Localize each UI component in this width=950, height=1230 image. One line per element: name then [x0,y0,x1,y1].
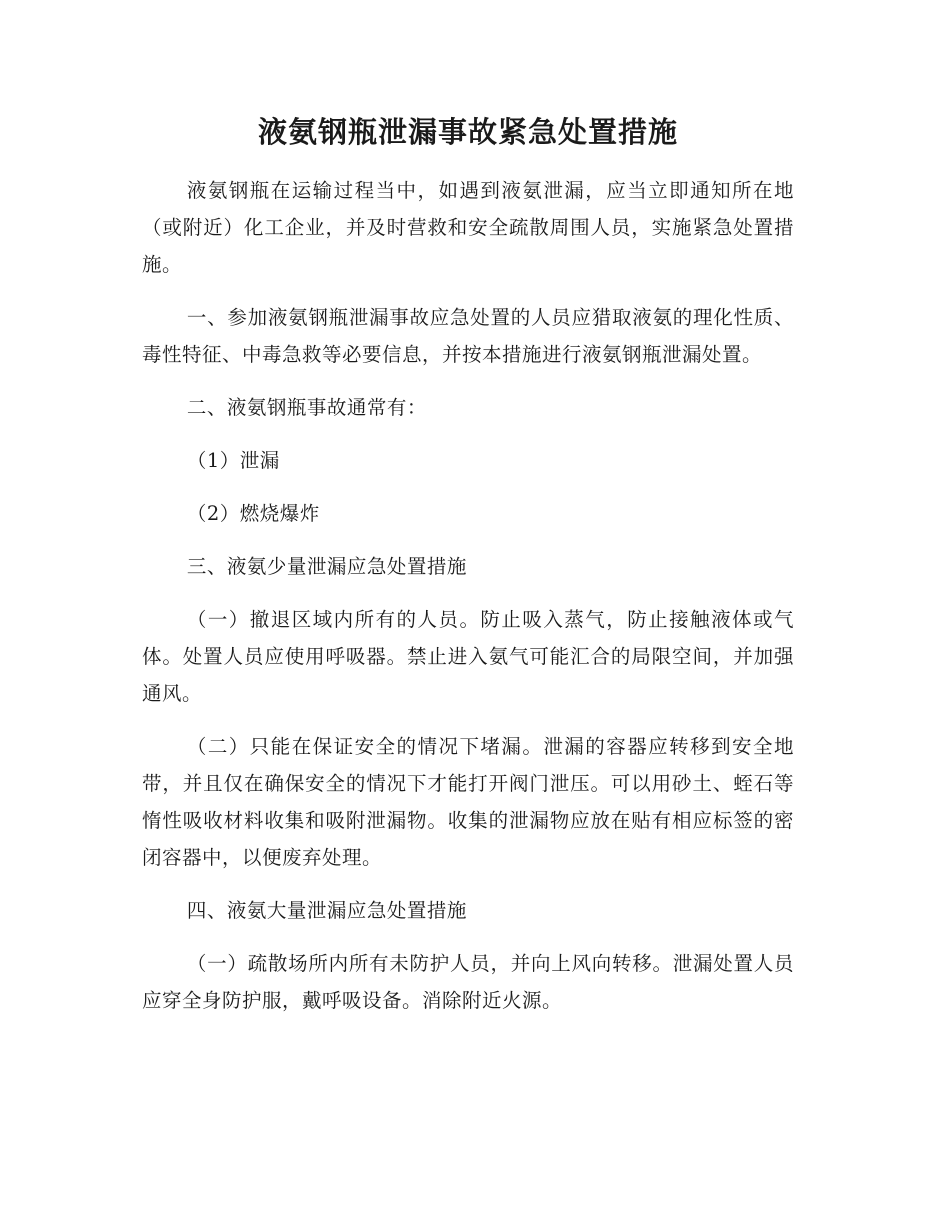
document-title: 液氨钢瓶泄漏事故紧急处置措施 [257,115,678,149]
list-item-leak: （1）泄漏 [186,449,280,472]
document-page [142,110,794,1035]
paragraph-section-4-heading: 四、液氨大量泄漏应急处置措施 [186,899,467,922]
list-item-fire: （2）燃烧爆炸 [186,502,320,525]
paragraph-section-3-item-2: （二）只能在保证安全的情况下堵漏。泄漏的容器应转移到安全地带，并且仅在确保安全的情况下才能打开阀门泄压。可以用砂土、蛭石等惰性吸收材料收集和吸附泄漏物。收集的泄漏物应放在贴有相应标签的密闭容器中，以便废弃处理。 [142,735,794,869]
paragraph-section-3-heading: 三、液氨少量泄漏应急处置措施 [186,555,467,578]
paragraph-section-4-item-1: （一）疏散场所内所有未防护人员，并向上风向转移。泄漏处置人员应穿全身防护服，戴呼吸设备。消除附近火源。 [142,952,794,1012]
paragraph-section-1: 一、参加液氨钢瓶泄漏事故应急处置的人员应猎取液氨的理化性质、毒性特征、中毒急救等必要信息，并按本措施进行液氨钢瓶泄漏处置。 [142,306,794,366]
paragraph-section-3-item-1: （一）撤退区域内所有的人员。防止吸入蒸气，防止接触液体或气体。处置人员应使用呼吸器。禁止进入氨气可能汇合的局限空间，并加强通风。 [142,608,794,705]
paragraph-intro: 液氨钢瓶在运输过程当中，如遇到液氨泄漏，应当立即通知所在地（或附近）化工企业，并及时营救和安全疏散周围人员，实施紧急处置措施。 [142,179,794,276]
paragraph-section-2: 二、液氨钢瓶事故通常有： [186,396,427,419]
